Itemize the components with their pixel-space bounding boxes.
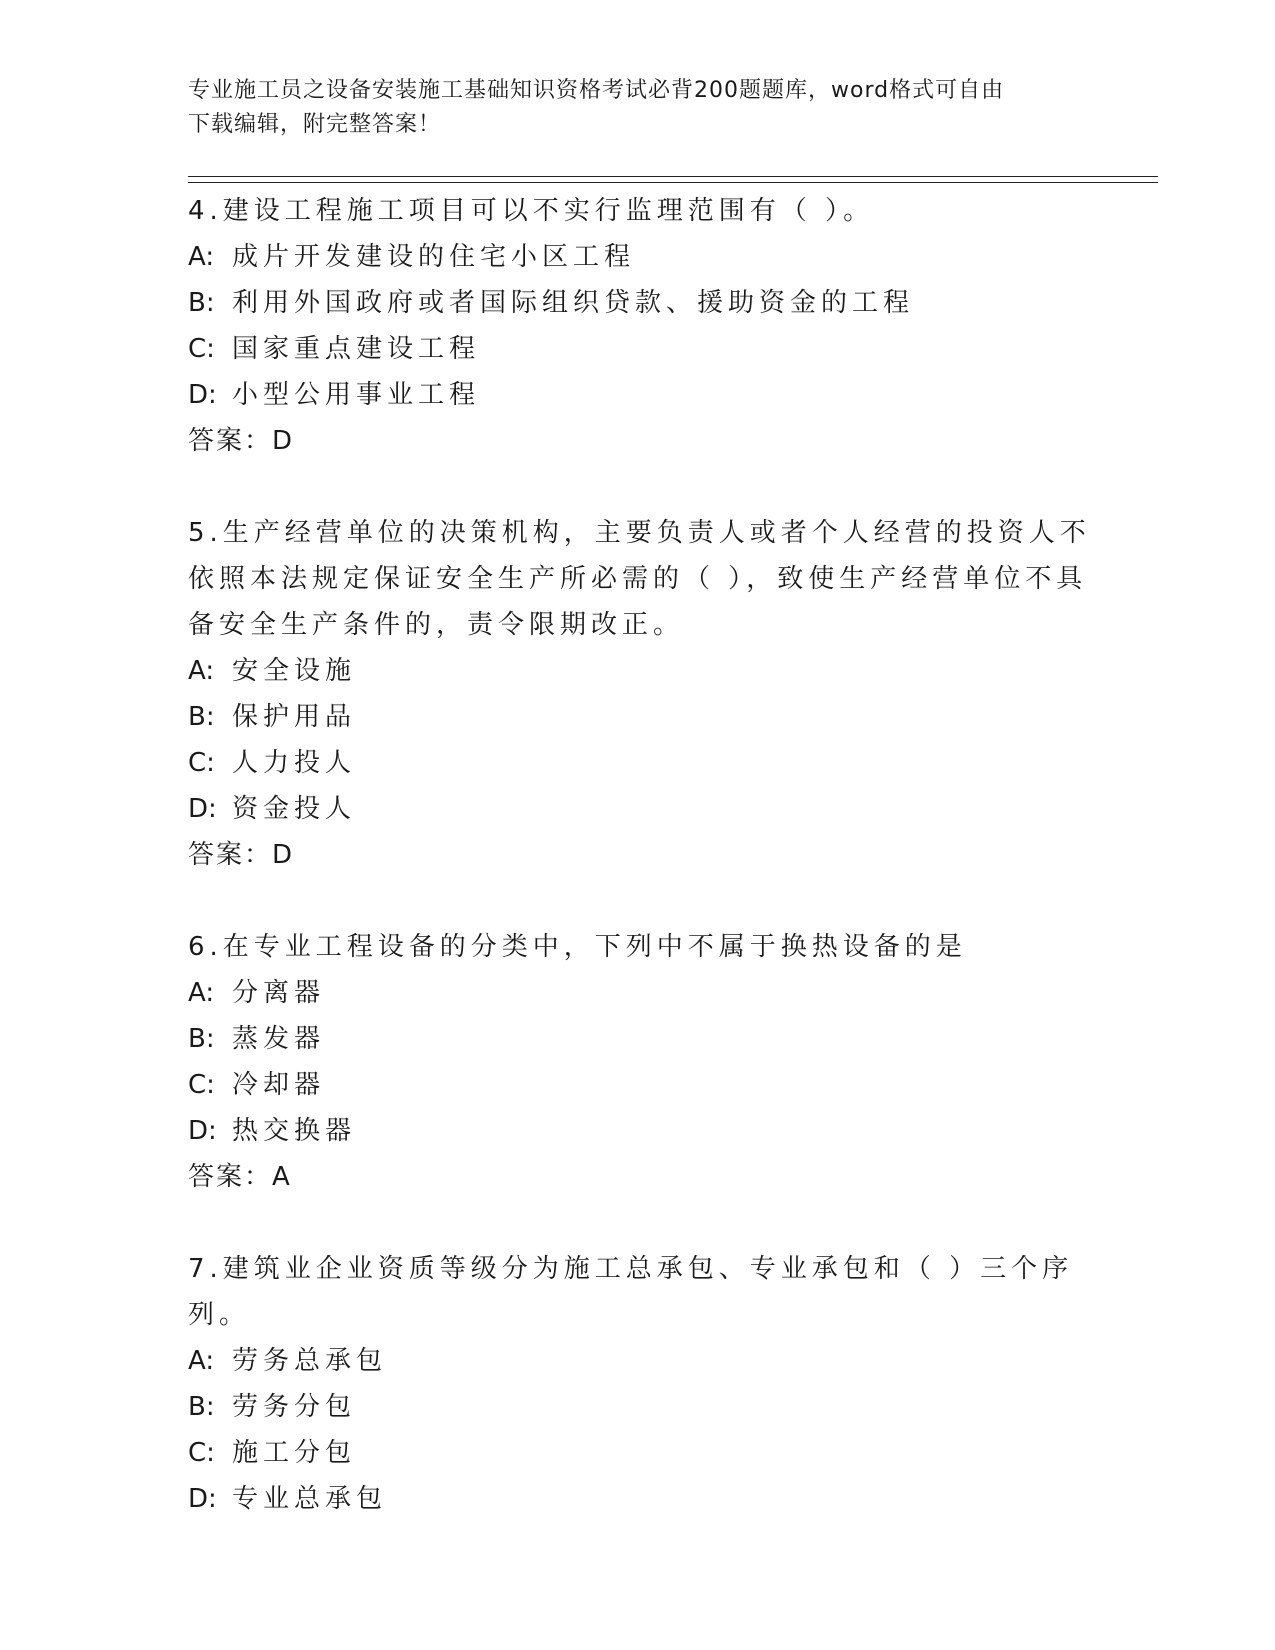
option-c [188, 326, 1108, 372]
option-letter: C: [188, 1070, 215, 1100]
option-letter: B: [188, 1024, 215, 1054]
option-b [188, 694, 1108, 740]
document-header [188, 74, 1088, 142]
header-line-2: 下载编辑，附完整答案！ [188, 112, 442, 137]
option-letter: D: [188, 794, 217, 824]
option-text: 成片开发建设的住宅小区工程 [232, 242, 636, 272]
answer-line: 答案：D [188, 426, 295, 456]
header-line-1: 专业施工员之设备安装施工基础知识资格考试必背200题题库，word格式可自由 [188, 78, 1005, 103]
option-letter: C: [188, 748, 215, 778]
option-c [188, 1430, 1108, 1476]
option-text: 劳务分包 [232, 1392, 357, 1422]
option-a [188, 234, 1108, 280]
question-6 [188, 924, 1108, 1200]
question-stem: 4.建设工程施工项目可以不实行监理范围有（ ）。 [188, 196, 875, 226]
option-text: 资金投人 [232, 794, 357, 824]
question-7 [188, 1246, 1108, 1522]
option-text: 施工分包 [232, 1438, 357, 1468]
option-letter: D: [188, 1484, 217, 1514]
option-b [188, 1016, 1108, 1062]
option-text: 冷却器 [232, 1070, 326, 1100]
option-text: 国家重点建设工程 [232, 334, 481, 364]
option-text: 劳务总承包 [232, 1346, 388, 1376]
question-stem: 6.在专业工程设备的分类中，下列中不属于换热设备的是 [188, 932, 967, 962]
option-text: 保护用品 [232, 702, 357, 732]
option-a [188, 970, 1108, 1016]
option-letter: B: [188, 288, 215, 318]
question-5 [188, 510, 1108, 878]
option-letter: C: [188, 1438, 215, 1468]
option-a [188, 648, 1108, 694]
option-text: 分离器 [232, 978, 326, 1008]
question-list [188, 188, 1108, 1522]
answer-line: 答案：A [188, 1162, 292, 1192]
question-spacer [188, 1200, 1108, 1246]
option-c [188, 740, 1108, 786]
option-text: 利用外国政府或者国际组织贷款、援助资金的工程 [232, 288, 915, 318]
option-letter: C: [188, 334, 215, 364]
option-letter: D: [188, 1116, 217, 1146]
option-letter: A: [188, 242, 215, 272]
option-letter: D: [188, 380, 217, 410]
option-d [188, 786, 1108, 832]
option-letter: A: [188, 1346, 215, 1376]
option-text: 人力投人 [232, 748, 357, 778]
header-divider-bottom [188, 182, 1158, 183]
option-text: 安全设施 [232, 656, 357, 686]
option-b [188, 280, 1108, 326]
option-d [188, 1476, 1108, 1522]
question-stem: 7.建筑业企业资质等级分为施工总承包、专业承包和（ ）三个序列。 [188, 1254, 1074, 1330]
option-c [188, 1062, 1108, 1108]
option-text: 蒸发器 [232, 1024, 326, 1054]
option-text: 热交换器 [232, 1116, 357, 1146]
question-spacer [188, 878, 1108, 924]
question-4 [188, 188, 1108, 464]
option-letter: A: [188, 656, 215, 686]
option-a [188, 1338, 1108, 1384]
question-stem: 5.生产经营单位的决策机构，主要负责人或者个人经营的投资人不依照本法规定保证安全生产所必需的（ ），致使生产经营单位不具备安全生产条件的，责令限期改正。 [188, 518, 1091, 640]
answer-line: 答案：D [188, 840, 295, 870]
option-text: 小型公用事业工程 [232, 380, 481, 410]
option-d [188, 372, 1108, 418]
option-text: 专业总承包 [232, 1484, 388, 1514]
header-divider-top [188, 176, 1158, 177]
option-d [188, 1108, 1108, 1154]
option-letter: A: [188, 978, 215, 1008]
option-b [188, 1384, 1108, 1430]
question-spacer [188, 464, 1108, 510]
option-letter: B: [188, 1392, 215, 1422]
option-letter: B: [188, 702, 215, 732]
